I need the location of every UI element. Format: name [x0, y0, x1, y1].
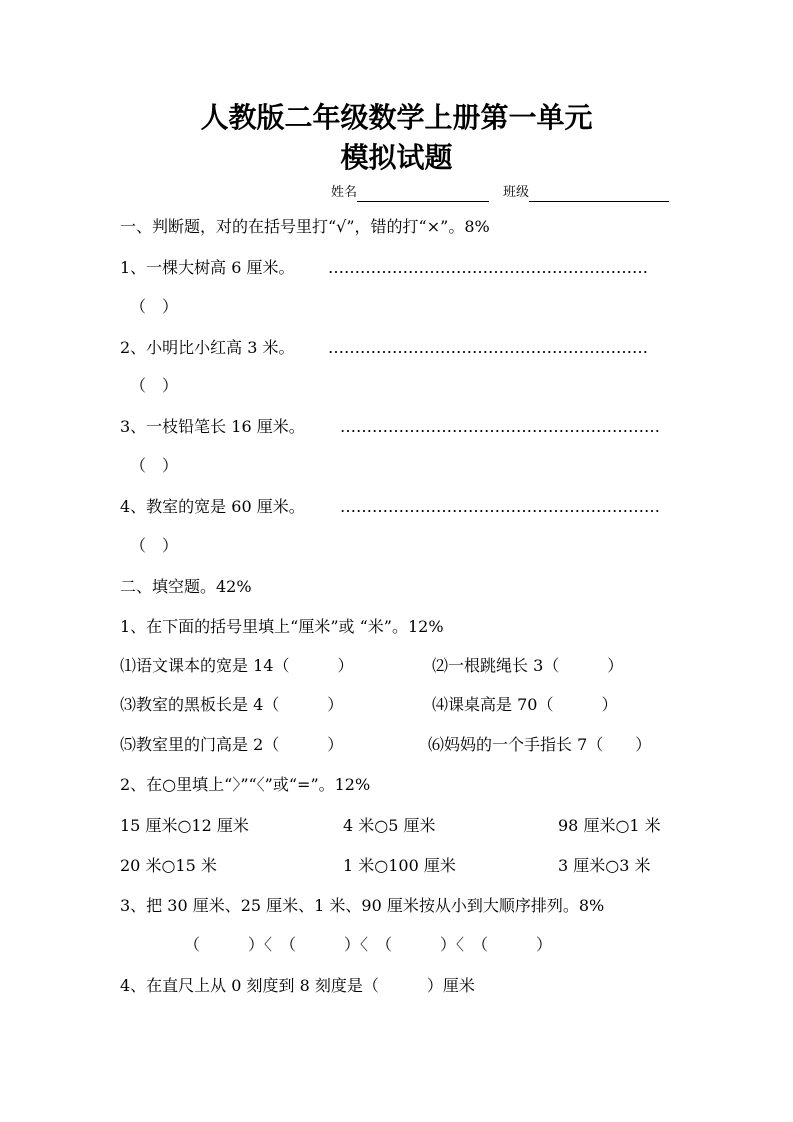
q2-heading: 2、在○里填上“〉”“〈”或“=”。12% [120, 775, 371, 794]
class-blank[interactable] [529, 187, 669, 202]
section2-heading: 二、填空题。42% [120, 577, 252, 596]
q2-item-5[interactable]: 1 米○100 厘米 [343, 856, 456, 875]
q2-item-6[interactable]: 3 厘米○3 米 [558, 856, 651, 875]
q1-item-3[interactable]: ⑶教室的黑板长是 4（ ） [120, 695, 344, 714]
q3-answer-blanks[interactable]: （ ）〈 （ ）〈 （ ）〈 （ ） [184, 935, 553, 954]
q1-item-4[interactable]: ⑷课桌高是 70（ ） [432, 695, 618, 714]
q2-item-2[interactable]: 4 米○5 厘米 [343, 816, 436, 835]
page-title: 人教版二年级数学上册第一单元 [200, 101, 593, 134]
leader-dots: …………………………………………………… [340, 497, 660, 516]
q4-heading[interactable]: 4、在直尺上从 0 刻度到 8 刻度是（ ）厘米 [120, 976, 475, 995]
q1-item-5[interactable]: ⑸教室里的门高是 2（ ） [120, 735, 344, 754]
judge-answer-4[interactable]: （ ） [130, 536, 179, 555]
q1-item-1[interactable]: ⑴语文课本的宽是 14（ ） [120, 656, 354, 675]
judge-item-1: 1、一棵大树高 6 厘米。 [120, 258, 295, 277]
judge-item-2: 2、小明比小红高 3 米。 [120, 338, 295, 357]
student-info-line [331, 184, 669, 202]
section1-heading: 一、判断题，对的在括号里打“√”，错的打“×”。8% [120, 217, 490, 236]
class-label: 班级 [503, 185, 530, 200]
leader-dots: …………………………………………………… [340, 417, 660, 436]
judge-answer-2[interactable]: （ ） [130, 376, 179, 395]
judge-item-4: 4、教室的宽是 60 厘米。 [120, 497, 305, 516]
judge-item-3: 3、一枝铅笔长 16 厘米。 [120, 417, 305, 436]
q1-item-6[interactable]: ⑹妈妈的一个手指长 7（ ） [428, 735, 652, 754]
leader-dots: …………………………………………………… [328, 338, 648, 357]
q2-item-4[interactable]: 20 米○15 米 [120, 856, 217, 875]
judge-answer-1[interactable]: （ ） [130, 297, 179, 316]
name-blank[interactable] [357, 187, 489, 202]
q2-item-3[interactable]: 98 厘米○1 米 [558, 816, 661, 835]
q2-item-1[interactable]: 15 厘米○12 厘米 [120, 816, 249, 835]
leader-dots: …………………………………………………… [328, 258, 648, 277]
page-subtitle: 模拟试题 [340, 141, 453, 174]
q1-heading: 1、在下面的括号里填上“厘米”或 “米”。12% [120, 617, 444, 636]
q1-item-2[interactable]: ⑵一根跳绳长 3（ ） [432, 656, 624, 675]
name-label: 姓名 [331, 185, 358, 200]
q3-heading: 3、把 30 厘米、25 厘米、1 米、90 厘米按从小到大顺序排列。8% [120, 896, 605, 915]
judge-answer-3[interactable]: （ ） [130, 456, 179, 475]
